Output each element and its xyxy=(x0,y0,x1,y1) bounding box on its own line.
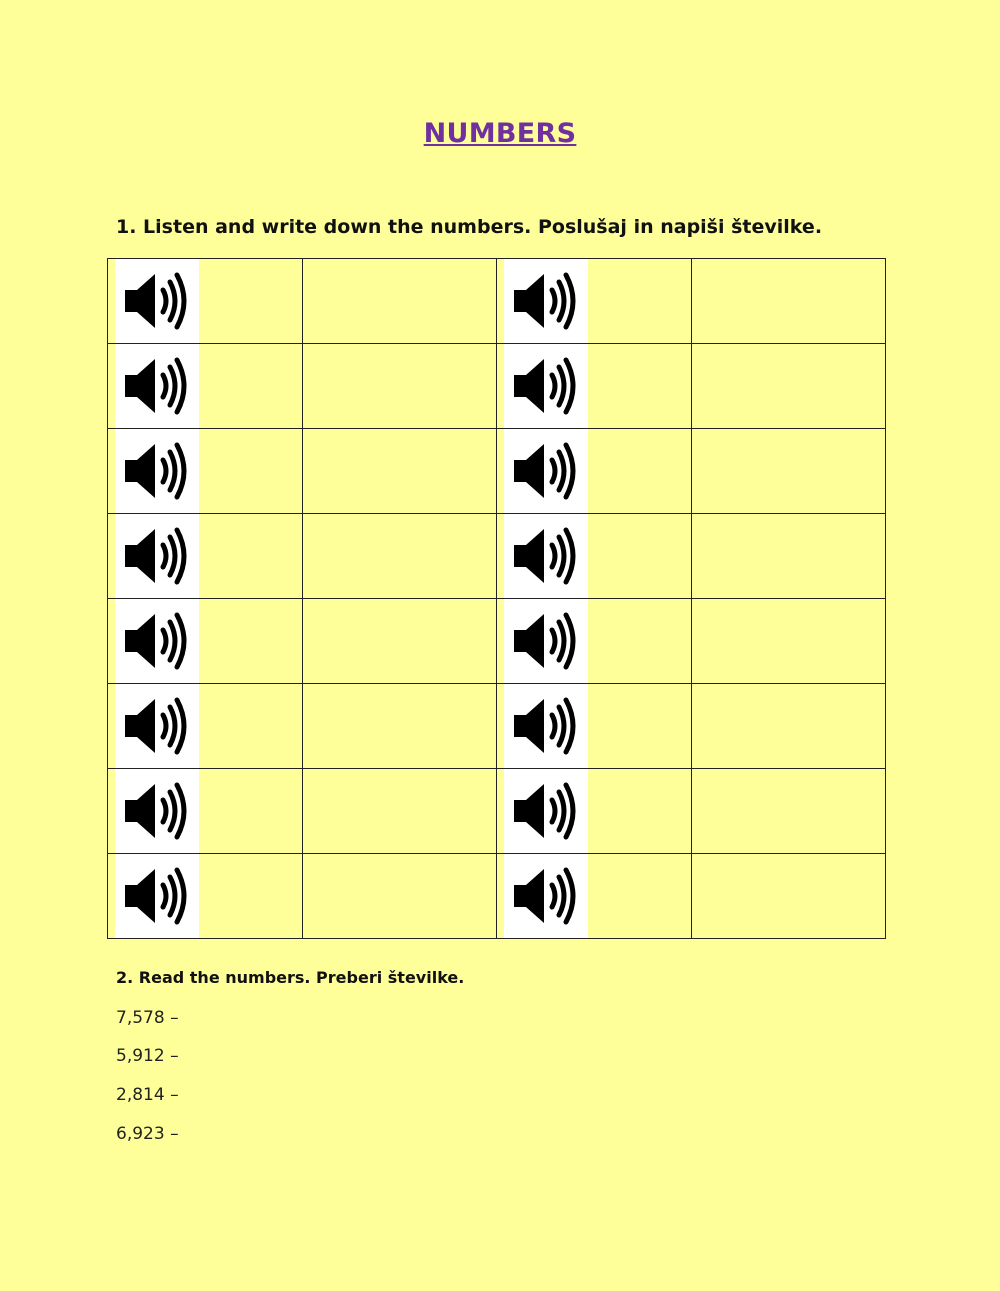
answer-cell[interactable] xyxy=(691,599,886,684)
answer-cell[interactable] xyxy=(302,429,497,514)
table-row xyxy=(108,514,886,599)
answer-cell[interactable] xyxy=(302,599,497,684)
audio-cell xyxy=(497,429,692,514)
speaker-volume-icon[interactable] xyxy=(504,854,588,938)
speaker-volume-icon[interactable] xyxy=(115,259,199,343)
audio-cell xyxy=(497,259,692,344)
table-row xyxy=(108,259,886,344)
table-row xyxy=(108,769,886,854)
answer-cell[interactable] xyxy=(691,344,886,429)
audio-cell xyxy=(108,429,303,514)
audio-cell xyxy=(497,344,692,429)
table-row xyxy=(108,854,886,939)
speaker-volume-icon[interactable] xyxy=(115,684,199,768)
answer-cell[interactable] xyxy=(302,684,497,769)
speaker-volume-icon[interactable] xyxy=(504,429,588,513)
listening-table xyxy=(107,258,886,939)
audio-cell xyxy=(497,684,692,769)
answer-cell[interactable] xyxy=(691,854,886,939)
answer-cell[interactable] xyxy=(691,259,886,344)
page-title: NUMBERS xyxy=(423,118,577,149)
speaker-volume-icon[interactable] xyxy=(504,344,588,428)
number-item-1: 7,578 – xyxy=(116,1008,179,1028)
speaker-volume-icon[interactable] xyxy=(115,854,199,938)
exercise-1-instruction: 1. Listen and write down the numbers. Poslušaj in napiši številke. xyxy=(116,216,823,238)
audio-cell xyxy=(497,854,692,939)
speaker-volume-icon[interactable] xyxy=(504,259,588,343)
table-row xyxy=(108,344,886,429)
speaker-volume-icon[interactable] xyxy=(115,599,199,683)
speaker-volume-icon[interactable] xyxy=(115,429,199,513)
audio-cell xyxy=(497,769,692,854)
answer-cell[interactable] xyxy=(302,259,497,344)
audio-cell xyxy=(108,854,303,939)
answer-cell[interactable] xyxy=(302,514,497,599)
speaker-volume-icon[interactable] xyxy=(115,344,199,428)
exercise-2-instruction: 2. Read the numbers. Preberi številke. xyxy=(116,968,465,987)
speaker-volume-icon[interactable] xyxy=(504,769,588,853)
speaker-volume-icon[interactable] xyxy=(504,684,588,768)
speaker-volume-icon[interactable] xyxy=(504,514,588,598)
audio-cell xyxy=(108,514,303,599)
answer-cell[interactable] xyxy=(691,429,886,514)
number-item-2: 5,912 – xyxy=(116,1046,179,1066)
audio-cell xyxy=(108,599,303,684)
audio-cell xyxy=(497,514,692,599)
number-item-3: 2,814 – xyxy=(116,1085,179,1105)
answer-cell[interactable] xyxy=(691,684,886,769)
answer-cell[interactable] xyxy=(302,344,497,429)
speaker-volume-icon[interactable] xyxy=(115,514,199,598)
answer-cell[interactable] xyxy=(691,769,886,854)
audio-cell xyxy=(108,769,303,854)
table-row xyxy=(108,429,886,514)
audio-cell xyxy=(497,599,692,684)
speaker-volume-icon[interactable] xyxy=(115,769,199,853)
speaker-volume-icon[interactable] xyxy=(504,599,588,683)
table-row xyxy=(108,599,886,684)
answer-cell[interactable] xyxy=(302,769,497,854)
audio-cell xyxy=(108,684,303,769)
answer-cell[interactable] xyxy=(691,514,886,599)
audio-cell xyxy=(108,259,303,344)
answer-cell[interactable] xyxy=(302,854,497,939)
audio-cell xyxy=(108,344,303,429)
table-row xyxy=(108,684,886,769)
number-item-4: 6,923 – xyxy=(116,1124,179,1144)
